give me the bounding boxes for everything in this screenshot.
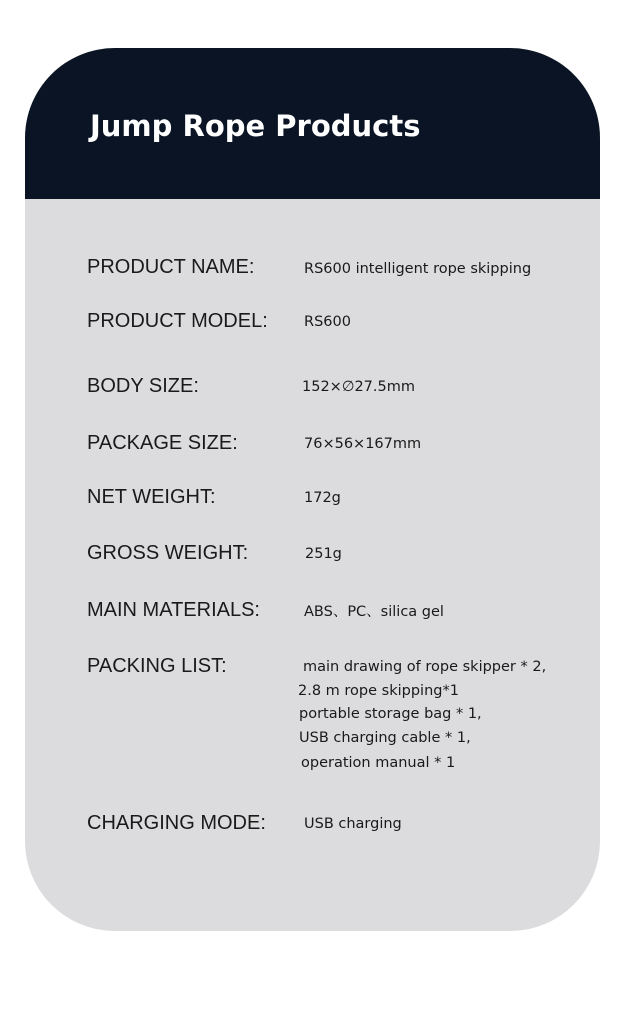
net-weight-value: 172g <box>304 490 341 506</box>
main-materials-value: ABS、PC、silica gel <box>304 604 444 620</box>
product-model-label: PRODUCT MODEL: <box>87 310 268 332</box>
spec-card <box>25 48 600 931</box>
gross-weight-label: GROSS WEIGHT: <box>87 542 249 564</box>
body-size-value: 152×∅27.5mm <box>302 379 415 395</box>
charging-mode-value: USB charging <box>304 816 402 832</box>
product-name-value: RS600 intelligent rope skipping <box>304 261 532 277</box>
packing-list-label: PACKING LIST: <box>87 655 227 677</box>
net-weight-label: NET WEIGHT: <box>87 486 216 508</box>
product-name-label: PRODUCT NAME: <box>87 256 255 278</box>
packing-list-item: operation manual * 1 <box>301 755 456 771</box>
packing-list-item: 2.8 m rope skipping*1 <box>298 683 459 699</box>
package-size-label: PACKAGE SIZE: <box>87 432 238 454</box>
gross-weight-value: 251g <box>305 546 342 562</box>
card-header <box>25 48 600 199</box>
body-size-label: BODY SIZE: <box>87 375 199 397</box>
package-size-value: 76×56×167mm <box>304 436 422 452</box>
packing-list-item: USB charging cable * 1, <box>299 730 471 746</box>
product-model-value: RS600 <box>304 314 351 330</box>
charging-mode-label: CHARGING MODE: <box>87 812 266 834</box>
page-title: Jump Rope Products <box>90 109 421 143</box>
packing-list-item: main drawing of rope skipper * 2, <box>303 659 547 675</box>
main-materials-label: MAIN MATERIALS: <box>87 599 260 621</box>
packing-list-item: portable storage bag * 1, <box>299 706 482 722</box>
